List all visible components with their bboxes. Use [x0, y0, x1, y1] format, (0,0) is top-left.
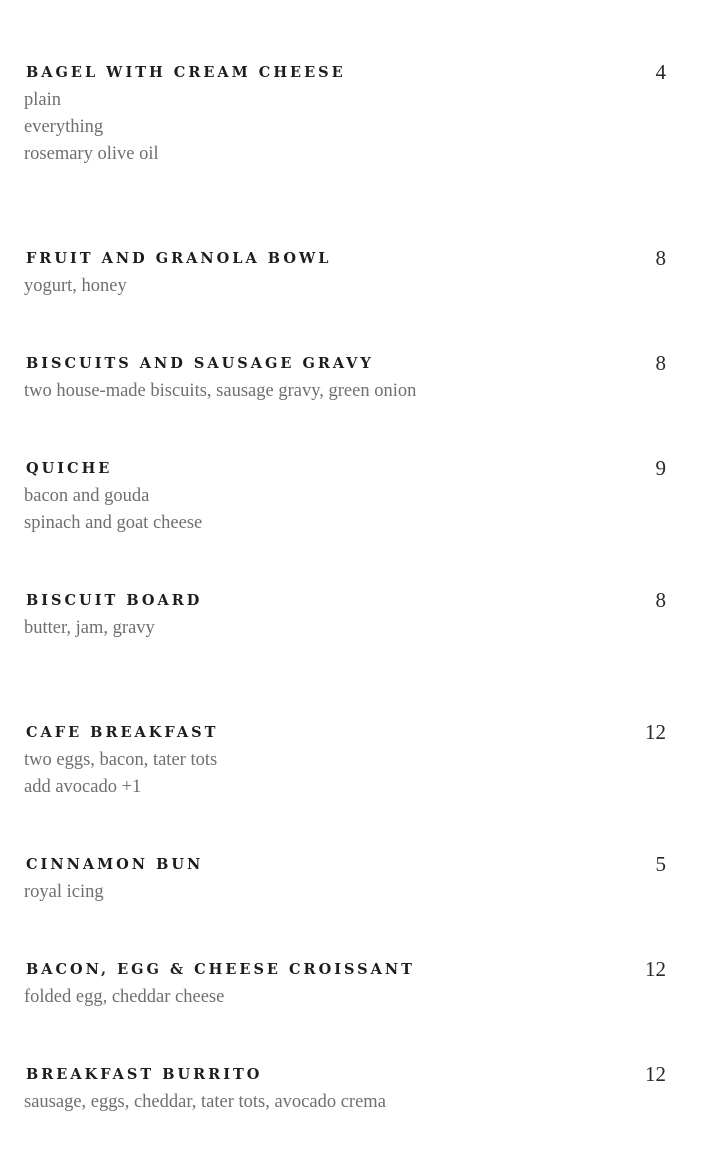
description-line: spinach and goat cheese: [24, 513, 203, 533]
description-line: everything: [24, 117, 104, 137]
item-name: BACON, EGG & CHEESE CROISSANT: [26, 961, 415, 978]
description-line: two house-made biscuits, sausage gravy, green onion: [24, 381, 417, 401]
item-name: QUICHE: [26, 460, 113, 477]
item-price: 9: [655, 456, 666, 480]
item-description: [24, 747, 217, 801]
description-line: butter, jam, gravy: [24, 618, 155, 638]
description-line: rosemary olive oil: [24, 144, 159, 164]
item-name: CAFE BREAKFAST: [26, 724, 219, 741]
item-price: 8: [655, 246, 666, 270]
item-name: FRUIT AND GRANOLA BOWL: [26, 250, 332, 267]
item-price: 12: [645, 720, 666, 744]
item-price: 4: [655, 60, 666, 84]
description-line: sausage, eggs, cheddar, tater tots, avocado crema: [24, 1092, 386, 1112]
description-line: royal icing: [24, 882, 104, 902]
item-description: [24, 273, 127, 300]
item-name: BREAKFAST BURRITO: [26, 1066, 263, 1083]
item-description: [24, 879, 104, 906]
item-description: [24, 615, 155, 642]
item-name: CINNAMON BUN: [26, 856, 204, 873]
item-description: [24, 984, 224, 1011]
item-price: 8: [655, 588, 666, 612]
item-name: BISCUITS AND SAUSAGE GRAVY: [26, 355, 374, 372]
item-price: 5: [655, 852, 666, 876]
item-description: [24, 483, 202, 537]
description-line: plain: [24, 90, 61, 110]
description-line: two eggs, bacon, tater tots: [24, 750, 218, 770]
item-name: BISCUIT BOARD: [26, 592, 203, 609]
description-line: folded egg, cheddar cheese: [24, 987, 225, 1007]
description-line: bacon and gouda: [24, 486, 150, 506]
description-line: add avocado +1: [24, 777, 142, 797]
item-name: BAGEL WITH CREAM CHEESE: [26, 64, 346, 81]
item-description: [24, 1089, 386, 1116]
item-price: 8: [655, 351, 666, 375]
description-line: yogurt, honey: [24, 276, 127, 296]
item-description: [24, 87, 159, 168]
item-price: 12: [645, 957, 666, 981]
item-price: 12: [645, 1062, 666, 1086]
item-description: [24, 378, 416, 405]
